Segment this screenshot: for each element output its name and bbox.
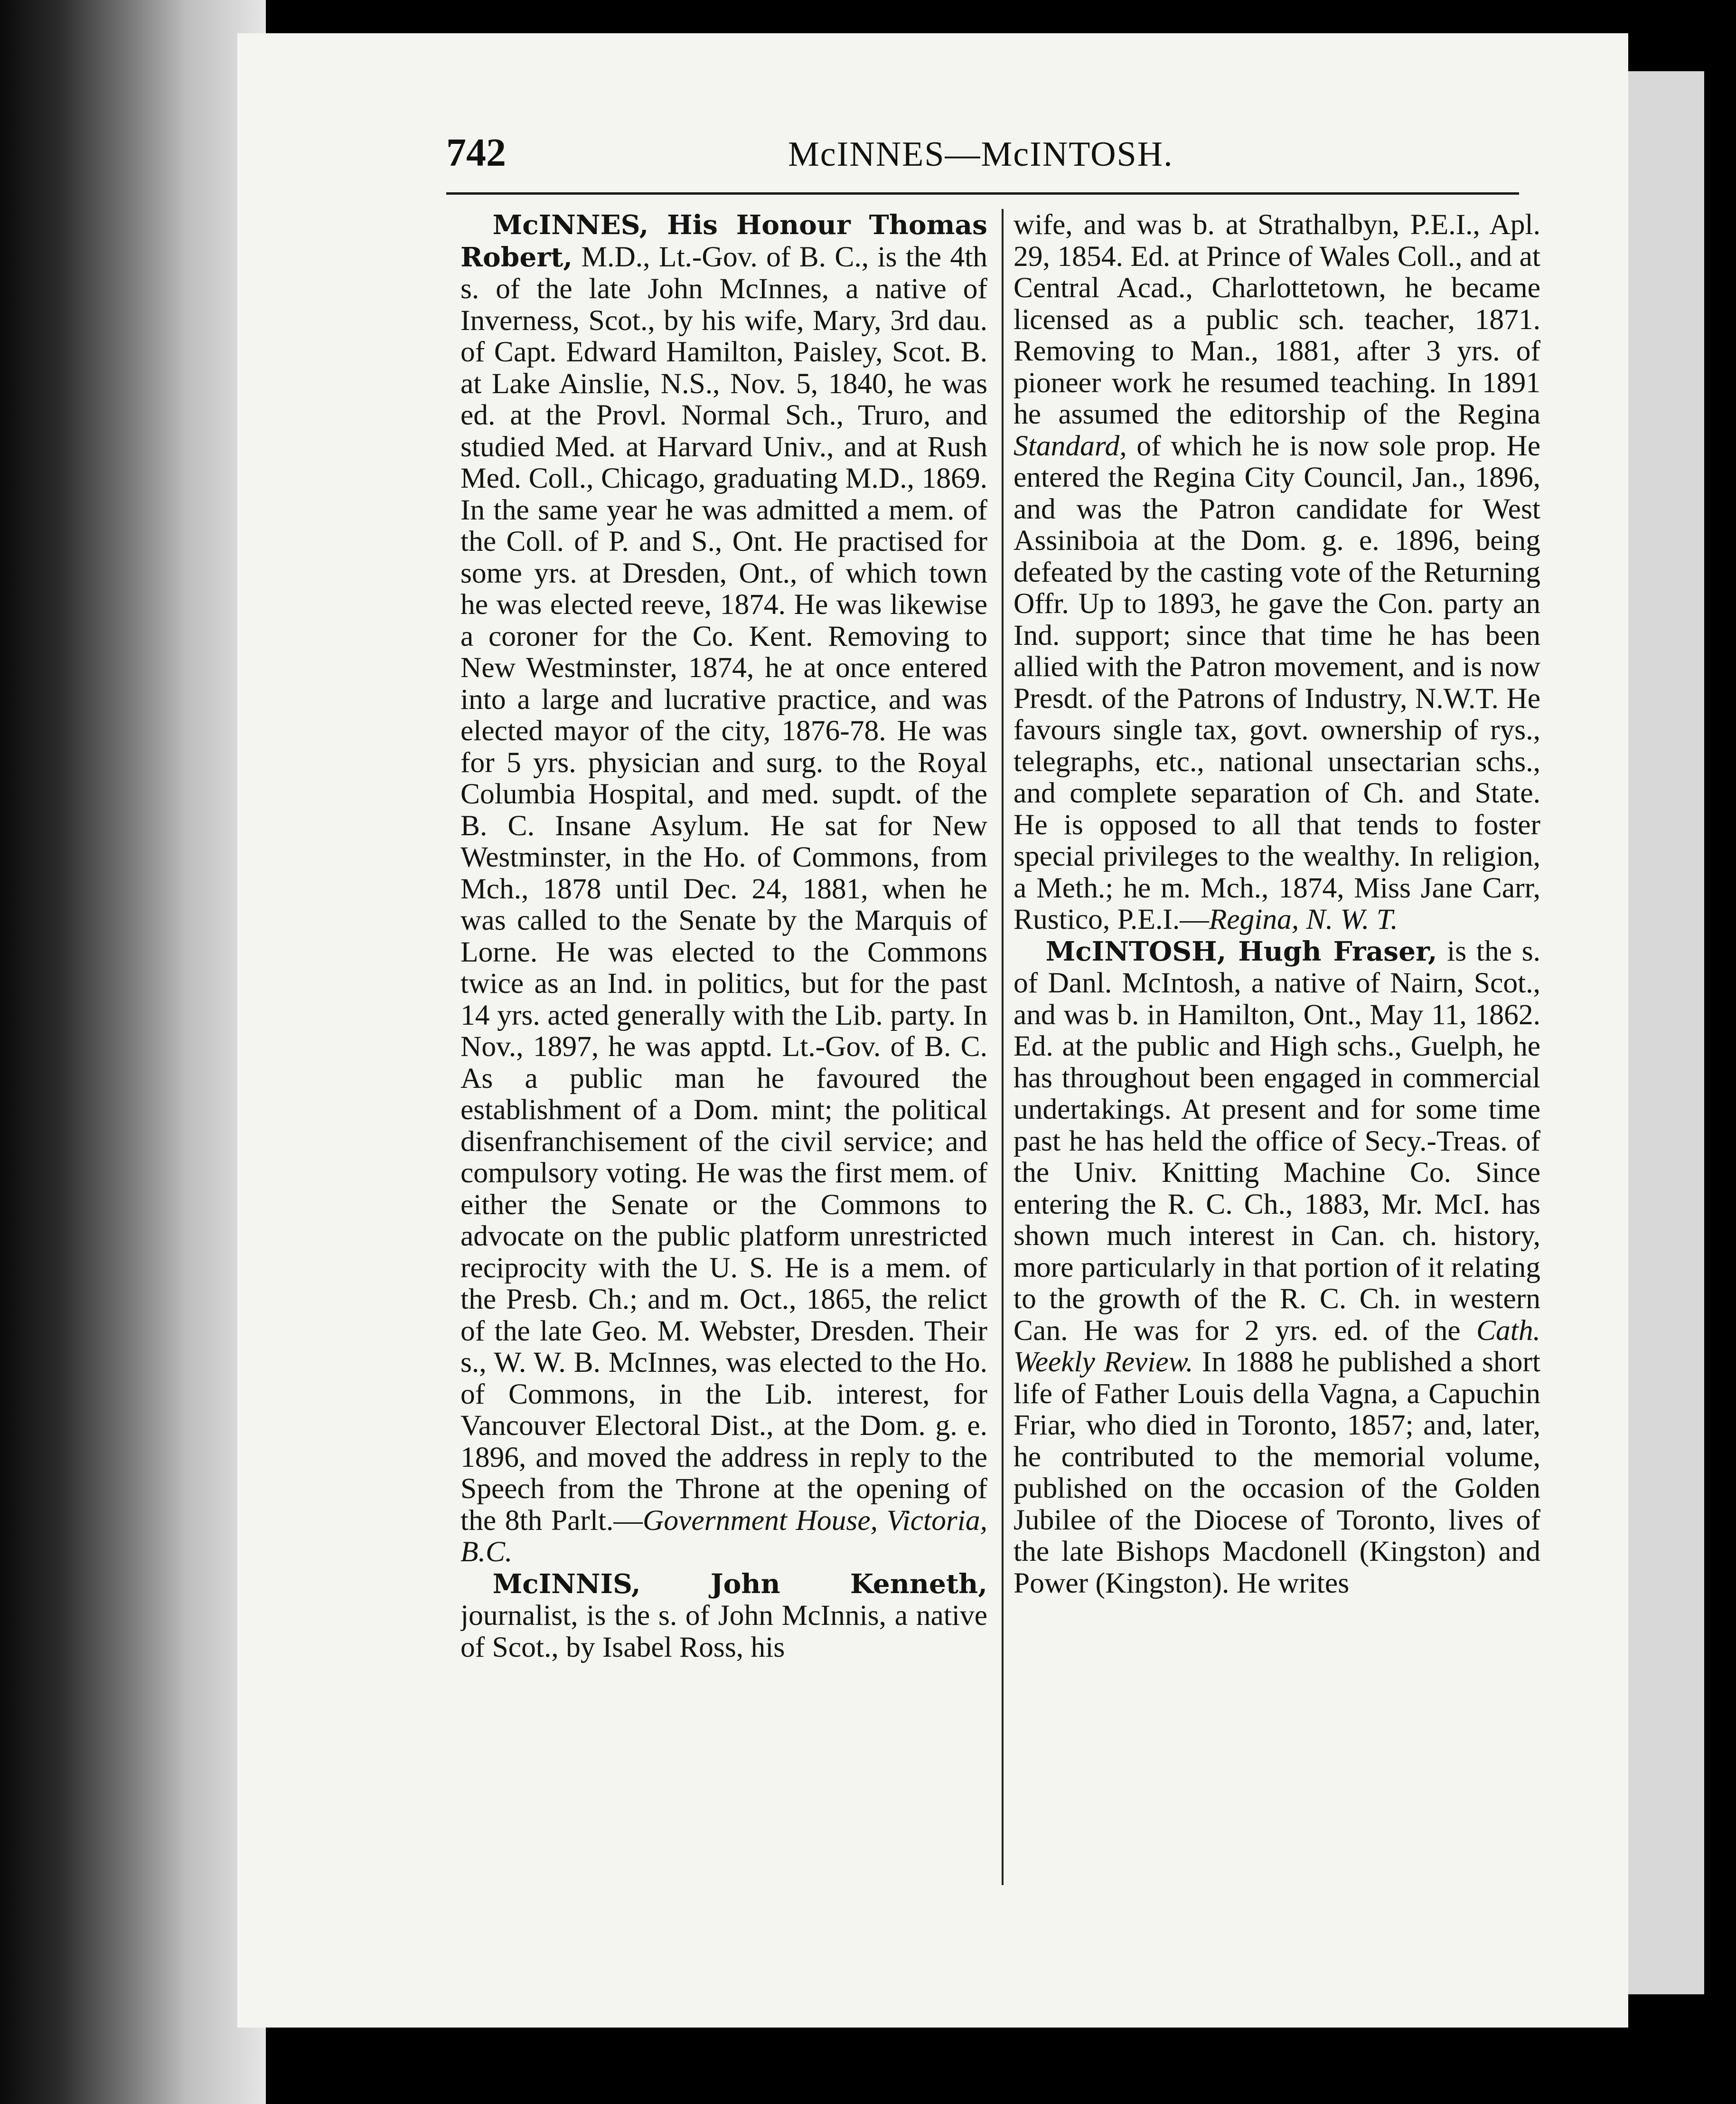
entry-text: wife, and was b. at Strathalbyn, P.E.I., Apl. 29, 1854. Ed. at Prince of Wales Coll., and at Central Acad., Charlottetown, he became licensed as a public sch. teacher, 1871. Removing to Man., 1881, after 3 yrs. of pioneer work he resumed teaching. In 1891 he assumed the editorship of the Regina xyxy=(1013,209,1540,430)
entry-name: McINTOSH, Hugh Fraser, xyxy=(1045,935,1437,967)
biography-entry-mcinnes-thomas xyxy=(460,209,987,1568)
column-divider xyxy=(1002,209,1004,1885)
entry-text: journalist, is the s. of John McInnis, a native of Scot., by Isabel Ross, his xyxy=(460,1599,987,1663)
entry-italic-text: Standard, xyxy=(1013,429,1127,462)
entry-name: McINNIS, John Kenneth, xyxy=(492,1568,987,1600)
page-header xyxy=(446,133,1519,190)
header-rule xyxy=(446,192,1519,195)
biography-entry-mcinnis-john-continued xyxy=(1013,209,1540,935)
entry-text: In 1888 he published a short life of Father Louis della Vagna, a Capuchin Friar, who died in Toronto, 1857; and, later, he contributed to the memorial volume, published on the occasion of the Golden Jubilee of the Diocese of Toronto, lives of the late Bishops Macdonell (Kingston) and Power (Kingston). He writes xyxy=(1013,1346,1540,1599)
entry-address: Regina, N. W. T. xyxy=(1209,903,1398,935)
adjacent-page-edge xyxy=(1619,71,1704,1994)
entry-name: McINNES, His Honour Thomas Robert, xyxy=(460,209,987,273)
running-head: McINNES—McINTOSH. xyxy=(788,135,1173,174)
left-column xyxy=(460,209,987,1899)
book-gutter-shadow xyxy=(0,0,266,2104)
entry-italic-text: Cath. Weekly Review. xyxy=(1013,1314,1540,1378)
biography-entry-mcinnis-john xyxy=(460,1568,987,1663)
entry-address: Government House, Victoria, B.C. xyxy=(460,1504,987,1568)
right-column xyxy=(1013,209,1540,1899)
entry-text: M.D., Lt.-Gov. of B. C., is the 4th s. of the late John McInnes, a native of Inverness, Scot., by his wife, Mary, 3rd dau. of Capt. Edward Hamilton, Paisley, Scot. B. at Lake Ainslie, N.S., Nov. 5, 1840, he was ed. at the Provl. Normal Sch., Truro, and studied Med. at Harvard Univ., and at Rush Med. Coll., Chicago, graduating M.D., 1869. In the same year he was admitted a mem. of the Coll. of P. and S., Ont. He practised for some yrs. at Dresden, Ont., of which town he was elected reeve, 1874. He was likewise a coroner for the Co. Kent. Removing to New Westminster, 1874, he at once entered into a large and lucrative practice, and was elected mayor of the city, 1876-78. He was for 5 yrs. physician and surg. to the Royal Columbia Hospital, and med. supdt. of the B. C. Insane Asylum. He sat for New Westminster, in the Ho. of Commons, from Mch., 1878 until Dec. 24, 1881, when he was called to the Senate by the Marquis of Lorne. He was elected to the Commons twice as an Ind. in politics, but for the past 14 yrs. acted generally with the Lib. party. In Nov., 1897, he was apptd. Lt.-Gov. of B. C. As a public man he favoured the establishment of a Dom. mint; the political disenfranchisement of the civil service; and compulsory voting. He was the first mem. of either the Senate or the Commons to advocate on the public platform unrestricted reciprocity with the U. S. He is a mem. of the Presb. Ch.; and m. Oct., 1865, the relict of the late Geo. M. Webster, Dresden. Their s., W. W. B. McInnes, was elected to the Ho. of Commons, in the Lib. interest, for Vancouver Electoral Dist., at the Dom. g. e. 1896, and moved the address in reply to the Speech from the Throne at the opening of the 8th Parlt.— xyxy=(460,240,987,1537)
biography-entry-mcintosh-hugh xyxy=(1013,935,1540,1599)
page-number: 742 xyxy=(446,131,506,175)
entry-text: of which he is now sole prop. He entered the Regina City Council, Jan., 1896, and was the Patron candidate for West Assiniboia at the Dom. g. e. 1896, being defeated by the casting vote of the Returning Offr. Up to 1893, he gave the Con. party an Ind. support; since that time he has been allied with the Patron movement, and is now Presdt. of the Patrons of Industry, N.W.T. He favours single tax, govt. ownership of rys., telegraphs, etc., national unsectarian schs., and complete separation of Ch. and State. He is opposed to all that tends to foster special privileges to the wealthy. In religion, a Meth.; he m. Mch., 1874, Miss Jane Carr, Rustico, P.E.I.— xyxy=(1013,429,1540,935)
entry-text: is the s. of Danl. McIntosh, a native of Nairn, Scot., and was b. in Hamilton, Ont., May 11, 1862. Ed. at the public and High schs., Guelph, he has throughout been engaged in commercial undertakings. At present and for some time past he has held the office of Secy.-Treas. of the Univ. Knitting Machine Co. Since entering the R. C. Ch., 1883, Mr. McI. has shown much interest in Can. ch. history, more particularly in that portion of it relating to the growth of the R. C. Ch. in western Can. He was for 2 yrs. ed. of the xyxy=(1013,934,1540,1347)
